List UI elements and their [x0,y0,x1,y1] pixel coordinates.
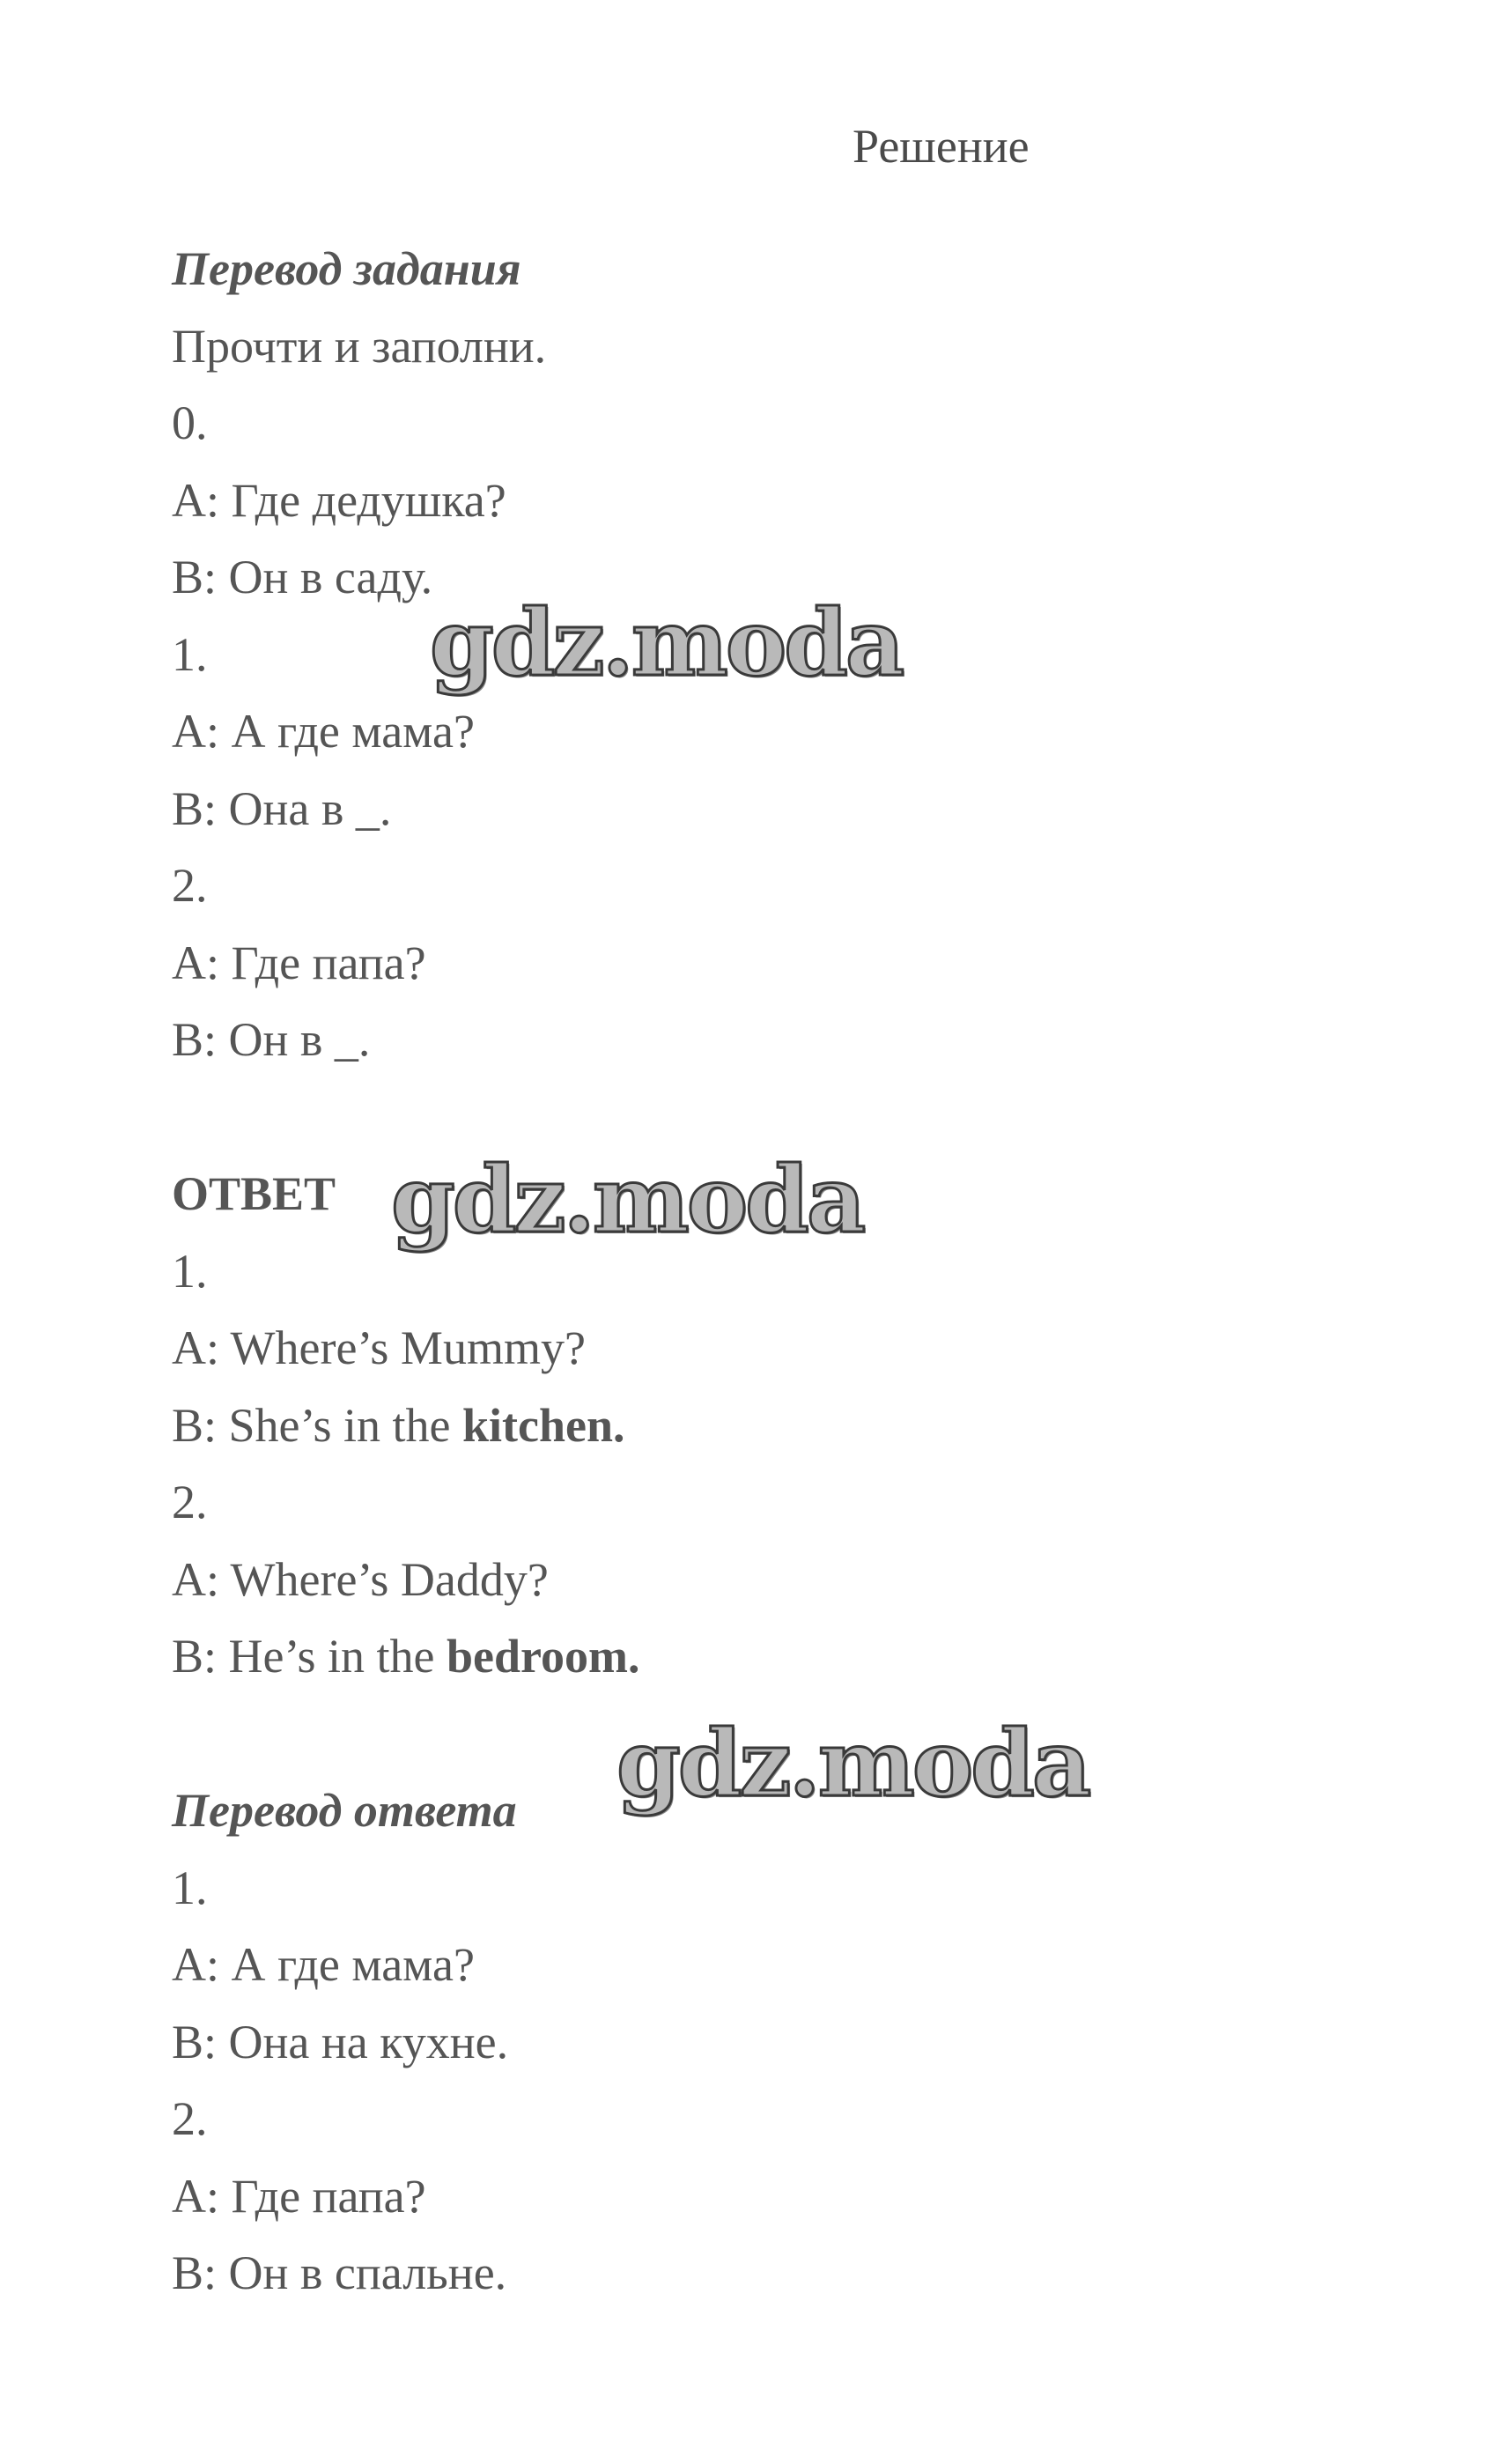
task-line: 1. [172,627,208,681]
task-line: 2. [172,859,208,912]
answer-translation-line: B: Она на кухне. [172,2015,509,2068]
answer-translation-line: A: Где папа? [172,2169,426,2223]
watermark-logo: gdz.moda [430,588,903,697]
task-line: Прочти и заполни. [172,319,547,373]
section-spacer [172,1079,1405,1157]
page-title: Решение [853,120,1030,173]
answer-fill-word: kitchen. [462,1398,625,1452]
task-line: B: Он в _. [172,1013,371,1066]
answer-question: A: Where’s Daddy? [172,1552,549,1606]
answer-translation-heading: Перевод ответа [172,1784,517,1837]
task-translation-heading: Перевод задания [172,242,521,295]
answer-translation-line: A: А где мама? [172,1938,475,1991]
answer-item-number: 1. [172,1244,208,1298]
answer-item-number: 2. [172,1476,208,1528]
watermark-logo: gdz.moda [616,1709,1089,1817]
answer-fill-word: bedroom. [446,1630,640,1683]
document-content [172,231,1405,2312]
task-line: A: А где мама? [172,705,475,758]
task-line: 0. [172,396,208,449]
answer-translation-line: 1. [172,1861,208,1914]
answer-response [172,1618,1405,1696]
answer-question: A: Where’s Mummy? [172,1321,586,1374]
answer-heading: ОТВЕТ [172,1167,336,1220]
answer-response-prefix: B: She’s in the [172,1398,463,1452]
task-line: A: Где дедушка? [172,473,506,527]
watermark-logo: gdz.moda [391,1145,864,1254]
task-line: B: Она в _. [172,781,392,835]
answer-response [172,1387,1405,1465]
task-line: A: Где папа? [172,936,426,989]
answer-translation-line: B: Он в спальне. [172,2246,507,2299]
answer-response-prefix: B: He’s in the [172,1630,447,1683]
answer-translation-line: 2. [172,2092,208,2145]
task-line: B: Он в саду. [172,551,433,603]
